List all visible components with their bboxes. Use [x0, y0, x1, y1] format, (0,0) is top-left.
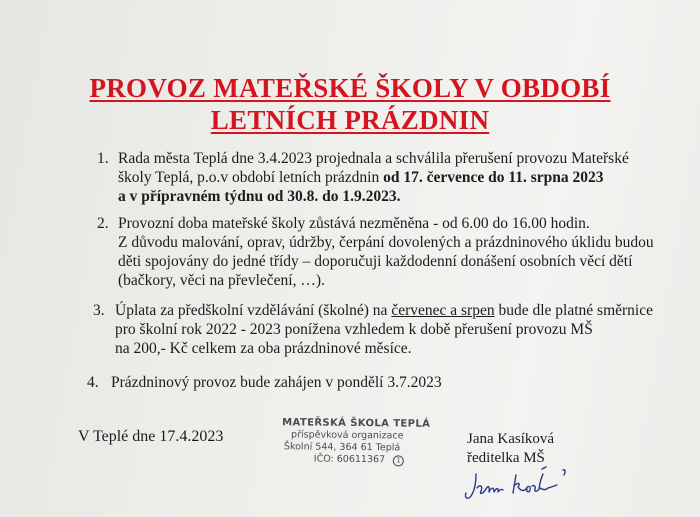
item-number: 1. [97, 150, 109, 167]
item-number: 4. [87, 374, 99, 391]
closure-dates: od 17. července do 11. srpna 2023 [383, 169, 604, 186]
signer-name: Jana Kasíková [467, 431, 555, 447]
item-1-line-3: a v přípravném týdnu od 30.8. do 1.9.2023. [118, 188, 401, 205]
place-and-date: V Teplé dne 17.4.2023 [78, 428, 224, 445]
item-3-line-2: pro školní rok 2022 - 2023 ponížena vzhledem k době přerušení provozu MŠ [115, 321, 593, 338]
stamp-circle-mark: 1 [393, 455, 404, 466]
item-2-line-2: Z důvodu malování, oprav, údržby, čerpání dovolených a prázdninového úklidu budou [118, 234, 654, 251]
stamp-line-2: příspěvková organizace [291, 429, 404, 442]
item-3-line-1: Úplata za předškolní vzdělávání (školné) na červenec a srpen bude dle platné směrnice [115, 302, 653, 319]
item-2-line-1: Provozní doba mateřské školy zůstává nezměněna - od 6.00 do 16.00 hodin. [118, 215, 590, 232]
item-2-line-3: děti spojovány do jedné třídy – doporučuji každodenní donášení osobních věcí dětí [118, 253, 633, 270]
handwritten-signature [462, 466, 580, 506]
item-1-line-2: školy Teplá, p.o.v období letních prázdnin od 17. července do 11. srpna 2023 [118, 169, 604, 186]
document-title-line-2: LETNÍCH PRÁZDNIN [210, 105, 490, 135]
item-4-line-1: Prázdninový provoz bude zahájen v pondělí 3.7.2023 [111, 374, 442, 391]
document-title-line-1: PROVOZ MATEŘSKÉ ŠKOLY V OBDOBÍ [89, 73, 611, 103]
item-1-line-1: Rada města Teplá dne 3.4.2023 projednala a schválila přerušení provozu Mateřské [118, 150, 629, 167]
signer-role: ředitelka MŠ [467, 450, 545, 466]
item-number: 3. [93, 302, 105, 319]
stamp-line-3: Školní 544, 364 61 Teplá [283, 441, 401, 454]
item-3-line-3: na 200,- Kč celkem za oba prázdninové měsíce. [115, 340, 412, 357]
item-number: 2. [97, 215, 109, 232]
item-2-line-4: (bačkory, věci na převlečení, …). [118, 272, 325, 289]
stamp-line-4-row [282, 453, 432, 467]
stamp-line-1: MATEŘSKÁ ŠKOLA TEPLÁ [282, 417, 431, 430]
stamp-line-4: IČO: 60611367 [313, 453, 386, 466]
underlined-months: červenec a srpen [391, 302, 495, 319]
school-stamp [282, 417, 432, 467]
